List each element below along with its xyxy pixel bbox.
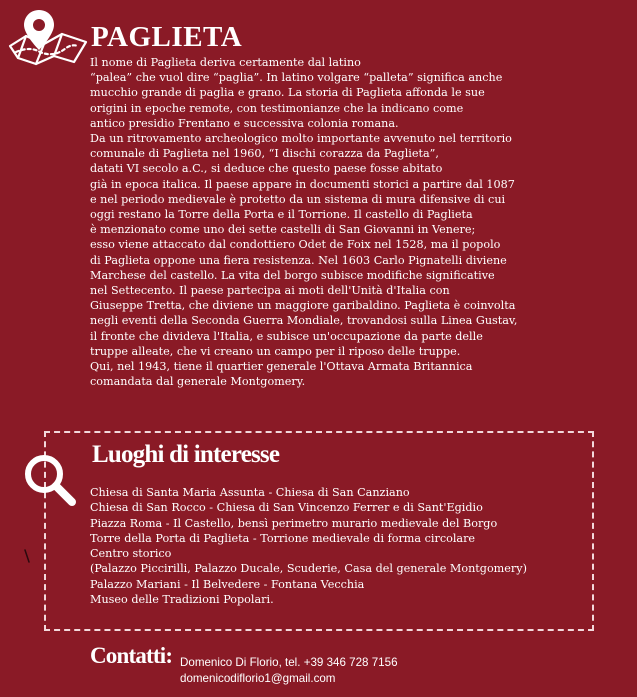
history-line: Qui, nel 1943, tiene il quartier generale l'Ottava Armata Britannica [90,360,473,374]
history-line: antico presidio Frentano e successiva colonia romana. [90,116,399,130]
history-line: Marchese del castello. La vita del borgo subisce modifiche significative [90,268,495,282]
contacts-label: Contatti: [90,643,173,668]
list-item: Piazza Roma - Il Castello, bensì perimetro murario medievale del Borgo [90,516,498,530]
history-line: “palea” che vuol dire “paglia”. In latino volgare “palleta” significa anche [90,71,503,85]
list-item: Chiesa di San Rocco - Chiesa di San Vincenzo Ferrer e di Sant'Egidio [90,501,483,515]
list-item: Centro storico [90,547,172,561]
history-line: oggi restano la Torre della Porta e il Torrione. Il castello di Paglieta [90,208,473,222]
list-item: Chiesa di Santa Maria Assunta - Chiesa di San Canziano [90,486,410,499]
history-line: il fronte che divideva l'Italia, e subisce un'occupazione da parte delle [90,329,483,343]
list-item: Palazzo Mariani - Il Belvedere - Fontana Vecchia [90,577,365,591]
history-line: datati VI secolo a.C., si deduce che questo paese fosse abitato [90,162,443,176]
history-line: e nel periodo medievale è protetto da un sistema di mura difensive di cui [90,192,506,206]
list-item: (Palazzo Piccirilli, Palazzo Ducale, Scuderie, Casa del generale Montgomery) [90,562,527,576]
points-of-interest-list [90,485,590,607]
history-line: origini in epoche remote, con testimonianze che la indicano come [90,101,464,115]
list-item: Torre della Porta di Paglieta - Torrione medievale di forma circolare [90,531,476,545]
history-line: truppe alleate, che vi creano un campo per il riposo delle truppe. [90,344,461,358]
history-line: esso viene attaccato dal condottiero Odet de Foix nel 1528, ma il popolo [90,238,501,252]
history-line: mucchio grande di paglia e grano. La storia di Paglieta affonda le sue [90,86,485,100]
history-line: nel Settecento. Il paese partecipa ai moti dell'Unità d'Italia con [90,284,450,298]
history-line: Da un ritrovamento archeologico molto importante avvenuto nel territorio [90,132,512,146]
map-pin-icon [6,6,92,66]
points-of-interest-title: Luoghi di interesse [92,441,280,468]
list-item: Museo delle Tradizioni Popolari. [90,593,274,607]
decorative-mark-icon [23,549,31,563]
history-line: negli eventi della Seconda Guerra Mondiale, trovandosi sulla Linea Gustav, [90,314,518,328]
history-text [90,55,630,389]
contact-email[interactable]: domenicodiflorio1@gmail.com [180,672,336,685]
history-line: Giuseppe Tretta, che diviene un maggiore garibaldino. Paglieta è coinvolta [90,299,516,313]
history-line: Il nome di Paglieta deriva certamente dal latino [90,56,361,69]
history-line: comandata dal generale Montgomery. [90,375,306,389]
contact-name-phone: Domenico Di Florio, tel. +39 346 728 7156 [180,656,398,669]
history-line: comunale di Paglieta nel 1960, “I dischi corazza da Paglieta”, [90,147,439,161]
history-line: è menzionato come uno dei sette castelli di San Giovanni in Venere; [90,223,476,237]
history-line: già in epoca italica. Il paese appare in documenti storici a partire dal 1087 [90,177,515,191]
search-icon [22,452,78,508]
page-title: PAGLIETA [91,21,243,53]
history-line: di Paglieta oppone una fiera resistenza. Nel 1603 Carlo Pignatelli diviene [90,253,507,267]
